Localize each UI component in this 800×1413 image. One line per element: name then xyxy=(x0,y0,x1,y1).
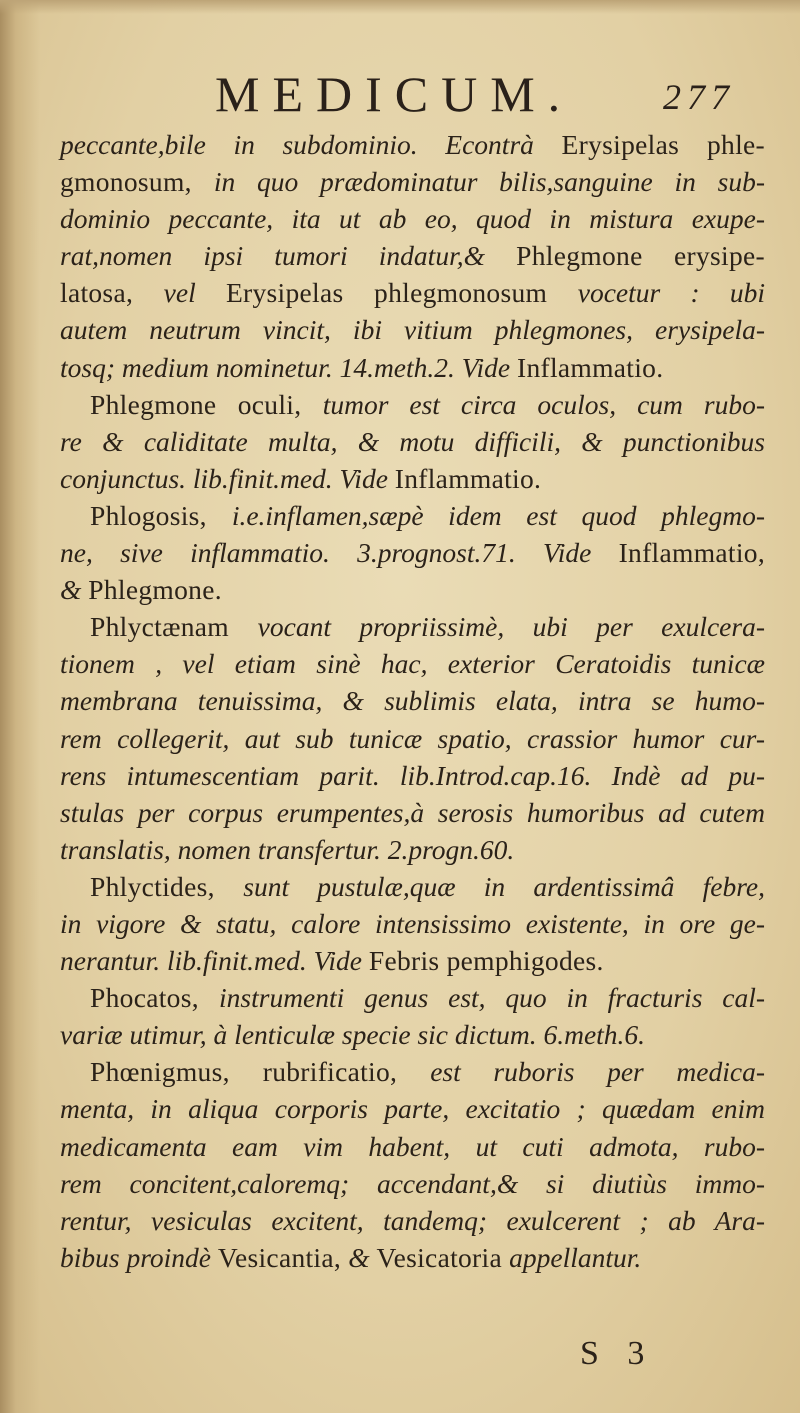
page-top-edge xyxy=(0,0,800,14)
italic-text: appellantur. xyxy=(509,1241,642,1273)
text-line xyxy=(60,1202,765,1239)
roman-text: Phlogosis, xyxy=(90,499,232,531)
text-line xyxy=(60,497,765,534)
roman-text: Phocatos, xyxy=(90,982,220,1014)
roman-text: Phlegmone. xyxy=(88,574,222,606)
roman-text: Phlegmone oculi, xyxy=(90,388,323,420)
italic-text: ne, sive inflammatio. 3.prognost.71. Vide xyxy=(60,537,619,569)
roman-text: Phlyctænam xyxy=(90,611,258,643)
italic-text: nerantur. lib.finit.med. Vide xyxy=(60,945,369,977)
text-line xyxy=(60,942,765,979)
roman-text: gmonosum, xyxy=(60,166,214,198)
signature-mark: S 3 xyxy=(580,1335,655,1372)
roman-text: Vesicantia, xyxy=(217,1241,349,1273)
text-line xyxy=(60,794,765,831)
text-line xyxy=(60,1239,765,1276)
italic-text: rens intumescentiam parit. lib.Introd.cap.16. Indè ad pu- xyxy=(60,759,765,791)
italic-text: variæ utimur, à lenticulæ specie sic dictum. 6.meth.6. xyxy=(60,1019,646,1051)
roman-text: Vesicatoria xyxy=(376,1241,510,1273)
text-line xyxy=(60,645,765,682)
italic-text: rem collegerit, aut sub tunicæ spatio, crassior humor cur- xyxy=(60,722,765,754)
text-line xyxy=(60,608,765,645)
italic-text: sunt pustulæ,quæ in ardentissimâ febre, xyxy=(243,870,765,902)
italic-text: autem neutrum vincit, ibi vitium phlegmones, erysipela- xyxy=(60,314,765,346)
text-line xyxy=(60,1016,765,1053)
text-line xyxy=(60,1128,765,1165)
italic-text: in vigore & statu, calore intensissimo existente, in ore ge- xyxy=(60,907,765,939)
page-gutter-shadow xyxy=(0,0,40,1413)
italic-text: instrumenti genus est, quo in fracturis cal- xyxy=(219,982,765,1014)
text-line xyxy=(60,720,765,757)
text-line xyxy=(60,534,765,571)
text-line xyxy=(60,1165,765,1202)
running-title: MEDICUM. xyxy=(215,66,574,122)
text-line xyxy=(60,460,765,497)
page-header xyxy=(215,64,735,134)
italic-text: conjunctus. lib.finit.med. Vide xyxy=(60,462,395,494)
text-line xyxy=(60,311,765,348)
italic-text: stulas per corpus erumpentes,à serosis humoribus ad cutem xyxy=(60,796,765,828)
text-line xyxy=(60,274,765,311)
italic-text: vocetur : ubi xyxy=(577,277,765,309)
italic-text: dominio peccante, ita ut ab eo, quod in mistura exupe- xyxy=(60,203,765,235)
italic-text: peccante,bile in subdominio. Econtrà xyxy=(60,129,562,160)
roman-text: Febris pemphigodes. xyxy=(368,945,604,977)
text-line xyxy=(60,868,765,905)
italic-text: i.e.inflamen,sæpè idem est quod phlegmo- xyxy=(231,499,766,531)
roman-text: latosa, xyxy=(60,277,164,309)
text-line xyxy=(60,126,765,163)
page-number: 277 xyxy=(663,77,735,117)
italic-text: & xyxy=(60,574,89,606)
text-line xyxy=(60,386,765,423)
text-line xyxy=(60,237,765,274)
roman-text: Inflammatio. xyxy=(394,462,542,494)
text-line xyxy=(60,1053,765,1090)
italic-text: re & caliditate multa, & motu difficili, & punctionibus xyxy=(60,425,765,457)
roman-text: Phlyctides, xyxy=(90,870,244,902)
text-line xyxy=(60,979,765,1016)
roman-text: Inflammatio, xyxy=(618,537,765,569)
text-line xyxy=(60,905,765,942)
text-line xyxy=(60,200,765,237)
text-line xyxy=(60,682,765,719)
italic-text: tionem , vel etiam sinè hac, exterior Ceratoidis tunicæ xyxy=(60,648,765,680)
roman-text: Inflammatio. xyxy=(517,351,664,383)
roman-text: Phlegmone erysipe- xyxy=(516,240,765,272)
italic-text: in quo prædominatur bilis,sanguine in sub- xyxy=(213,166,766,198)
italic-text: medicamenta eam vim habent, ut cuti admota, rubo- xyxy=(60,1130,765,1162)
text-line xyxy=(60,423,765,460)
italic-text: rat,nomen ipsi tumori indatur,& xyxy=(60,240,517,272)
italic-text: vocant propriissimè, ubi per exulcera- xyxy=(257,611,765,643)
italic-text: translatis, nomen transfertur. 2.progn.60. xyxy=(60,833,515,865)
body-text xyxy=(60,126,765,1276)
italic-text: & xyxy=(348,1241,377,1273)
italic-text: bibus proindè xyxy=(60,1241,218,1273)
roman-text: Phœnigmus, rubrificatio, xyxy=(90,1056,431,1088)
roman-text: Erysipelas phlegmonosum xyxy=(225,277,578,309)
roman-text: Erysipelas phle- xyxy=(561,129,766,160)
italic-text: tosq; medium nominetur. 14.meth.2. Vide xyxy=(60,351,517,383)
text-line xyxy=(60,163,765,200)
italic-text: est ruboris per medica- xyxy=(430,1056,765,1088)
italic-text: vel xyxy=(163,277,226,309)
italic-text: menta, in aliqua corporis parte, excitatio ; quædam enim xyxy=(60,1093,765,1125)
italic-text: membrana tenuissima, & sublimis elata, intra se humo- xyxy=(60,685,765,717)
text-line xyxy=(60,571,765,608)
italic-text: rentur, vesiculas excitent, tandemq; exulcerent ; ab Ara- xyxy=(60,1204,765,1236)
italic-text: rem concitent,caloremq; accendant,& si diutiùs immo- xyxy=(60,1167,765,1199)
text-line xyxy=(60,831,765,868)
text-line xyxy=(60,757,765,794)
text-line xyxy=(60,349,765,386)
italic-text: tumor est circa oculos, cum rubo- xyxy=(322,388,765,420)
text-line xyxy=(60,1090,765,1127)
